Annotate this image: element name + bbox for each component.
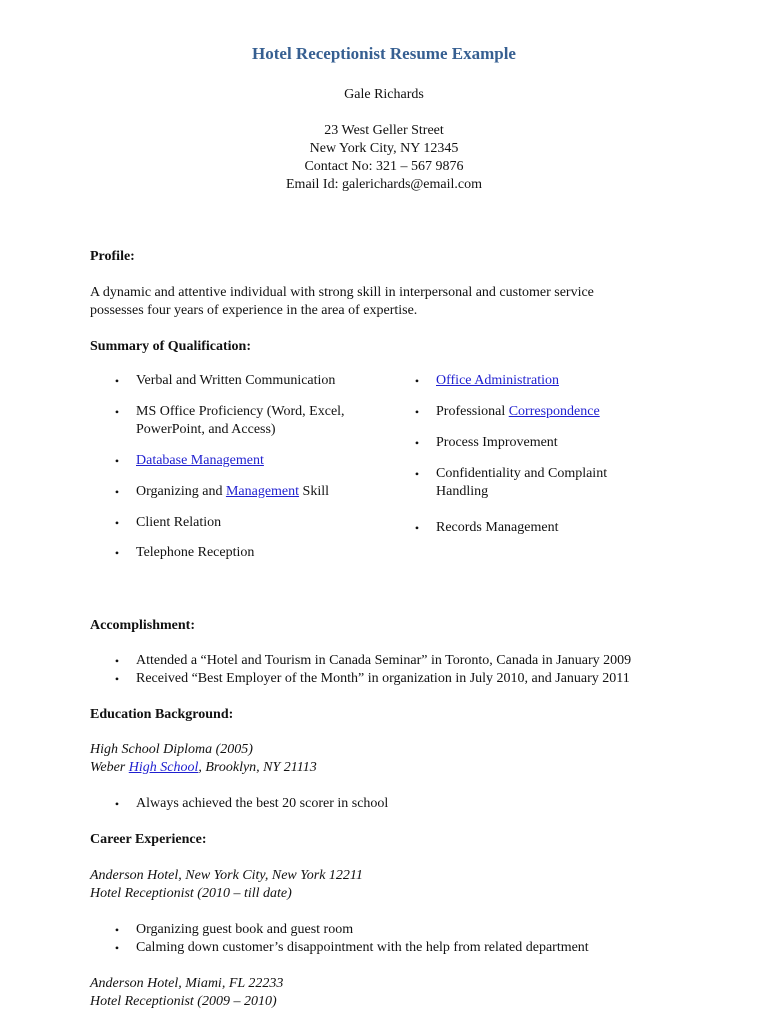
list-item: • Telephone Reception: [136, 544, 426, 562]
list-item: • Received “Best Employer of the Month” in organization in July 2010, and January 2011: [136, 670, 736, 688]
education-heading: Education Background:: [90, 707, 234, 722]
list-item: • Professional Correspondence: [436, 403, 726, 421]
list-item: • Always achieved the best 20 scorer in school: [136, 795, 736, 813]
job-2-title: Hotel Receptionist (2009 – 2010): [90, 994, 277, 1009]
bullet-icon: •: [114, 374, 120, 388]
contact-phone: Contact No: 321 – 567 9876: [304, 159, 464, 174]
bullet-icon: •: [414, 521, 420, 535]
contact-street: 23 West Geller Street: [324, 123, 444, 138]
list-item: • Process Improvement: [436, 434, 726, 452]
document-title: Hotel Receptionist Resume Example: [252, 44, 516, 63]
profile-text: [90, 284, 690, 320]
bullet-icon: •: [114, 672, 120, 686]
list-item: • MS Office Proficiency (Word, Excel, PowerPoint, and Access): [136, 403, 426, 439]
bullet-icon: •: [114, 516, 120, 530]
bullet-icon: •: [114, 941, 120, 955]
accomplishment-heading: Accomplishment:: [90, 618, 195, 633]
bullet-icon: •: [414, 405, 420, 419]
list-item: • Attended a “Hotel and Tourism in Canada Seminar” in Toronto, Canada in January 2009: [136, 652, 736, 670]
list-item: • Organizing and Management Skill: [136, 483, 426, 501]
list-item: [114, 452, 426, 470]
education-details: [90, 741, 690, 777]
contact-name-block: [0, 86, 768, 104]
profile-heading: Profile:: [90, 249, 135, 264]
profile-line-1: A dynamic and attentive individual with strong skill in interpersonal and customer service: [90, 285, 594, 300]
job-1-employer: Anderson Hotel, New York City, New York 12211: [90, 868, 363, 883]
management-link[interactable]: Management: [225, 484, 300, 499]
bullet-icon: •: [114, 923, 120, 937]
bullet-icon: •: [114, 654, 120, 668]
high-school-link[interactable]: High School: [128, 760, 199, 775]
bullet-icon: •: [114, 546, 120, 560]
profile-line-2: possesses four years of experience in the area of expertise.: [90, 303, 418, 318]
job-1-title: Hotel Receptionist (2010 – till date): [90, 886, 292, 901]
bullet-icon: •: [414, 467, 420, 481]
qualification-heading: Summary of Qualification:: [90, 339, 251, 354]
bullet-icon: •: [414, 436, 420, 450]
list-item: • Confidentiality and Complaint Handling: [436, 465, 726, 501]
office-administration-link[interactable]: Office Administration: [436, 373, 559, 388]
contact-address-block: [0, 122, 768, 194]
bullet-icon: •: [414, 374, 420, 388]
bullet-icon: •: [114, 454, 120, 468]
education-school: Weber High School, Brooklyn, NY 21113: [90, 760, 317, 775]
contact-name: Gale Richards: [344, 87, 424, 102]
correspondence-link[interactable]: Correspondence: [508, 404, 600, 419]
job-1-header: [90, 867, 690, 903]
database-management-link[interactable]: Database Management: [136, 453, 264, 468]
bullet-icon: •: [114, 485, 120, 499]
contact-email: Email Id: galerichards@email.com: [286, 177, 482, 192]
career-heading: Career Experience:: [90, 832, 207, 847]
list-item: • Client Relation: [136, 514, 426, 532]
list-item: • Calming down customer’s disappointment with the help from related department: [136, 939, 736, 957]
job-2-header: [90, 975, 690, 1011]
list-item: • Organizing guest book and guest room: [136, 921, 736, 939]
bullet-icon: •: [114, 405, 120, 419]
list-item: • Verbal and Written Communication: [136, 372, 426, 390]
list-item: • Records Management: [436, 519, 726, 537]
bullet-icon: •: [114, 797, 120, 811]
education-diploma: High School Diploma (2005): [90, 742, 253, 757]
job-2-employer: Anderson Hotel, Miami, FL 22233: [90, 976, 284, 991]
list-item: [414, 372, 726, 390]
contact-city: New York City, NY 12345: [309, 141, 459, 156]
